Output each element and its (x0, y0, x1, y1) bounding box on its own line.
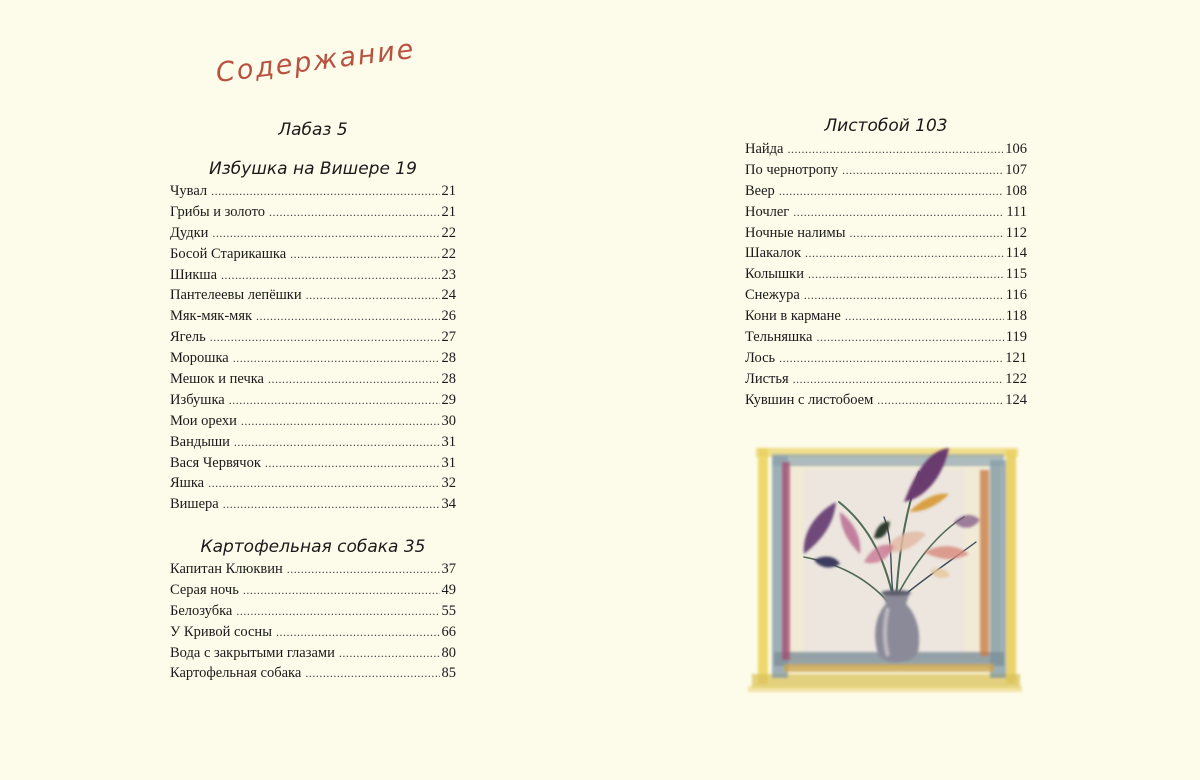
toc-entry[interactable] (745, 204, 1027, 225)
toc-entry-title: Дудки (170, 224, 209, 241)
toc-entry-page: 66 (441, 623, 456, 640)
toc-entry-page: 22 (441, 245, 456, 262)
toc-entry-page: 28 (441, 371, 456, 388)
toc-entry-page: 122 (1005, 370, 1027, 387)
toc-entry[interactable] (170, 287, 456, 308)
toc-entry-title: Мешок и печка (170, 371, 264, 388)
toc-entry-title: Вода с закрытыми глазами (170, 644, 335, 661)
toc-entry-title: Пантелеевы лепёшки (170, 287, 302, 304)
toc-entry-page: 49 (441, 581, 456, 598)
toc-entry-page: 119 (1005, 329, 1027, 346)
toc-dot-leader (236, 603, 439, 620)
toc-entry-page: 31 (441, 433, 456, 450)
toc-entry-page: 28 (441, 350, 456, 367)
toc-entry-title: Кони в кармане (745, 308, 841, 325)
toc-dot-leader (779, 183, 1003, 200)
toc-entry-page: 108 (1005, 182, 1027, 199)
toc-entry-page: 107 (1005, 161, 1027, 178)
toc-list-izbushka (170, 183, 456, 517)
toc-entry[interactable] (170, 246, 456, 267)
toc-list-listoboy (745, 141, 1027, 413)
toc-entry[interactable] (170, 496, 456, 517)
toc-dot-leader (877, 392, 1003, 409)
toc-entry-page: 80 (441, 644, 456, 661)
toc-entry-page: 112 (1005, 224, 1027, 241)
toc-dot-leader (808, 266, 1004, 283)
toc-entry[interactable] (745, 392, 1027, 413)
toc-dot-leader (276, 624, 440, 641)
toc-entry[interactable] (745, 183, 1027, 204)
toc-dot-leader (241, 413, 440, 430)
toc-dot-leader (269, 204, 439, 221)
toc-entry[interactable] (170, 624, 456, 645)
toc-entry-title: Листья (745, 370, 789, 387)
toc-entry-title: Ночлег (745, 203, 790, 220)
toc-entry-page: 115 (1005, 266, 1027, 283)
toc-entry-page: 55 (441, 602, 456, 619)
toc-dot-leader (787, 141, 1003, 158)
toc-entry-title: У Кривой сосны (170, 623, 272, 640)
page-title: Содержание (214, 33, 417, 89)
toc-entry-page: 114 (1005, 245, 1027, 262)
toc-entry[interactable] (170, 225, 456, 246)
toc-entry-title: Ягель (170, 329, 206, 346)
toc-entry-page: 29 (441, 391, 456, 408)
toc-entry-title: Ночные налимы (745, 224, 846, 241)
section-title-listoboy[interactable]: Листобой 103 (824, 116, 948, 136)
toc-entry-title: Вандыши (170, 433, 230, 450)
toc-entry[interactable] (170, 475, 456, 496)
toc-entry-page: 21 (441, 183, 456, 199)
toc-entry[interactable] (745, 329, 1027, 350)
toc-entry-title: Мои орехи (170, 412, 237, 429)
section-title-izbushka[interactable]: Избушка на Вишере 19 (209, 159, 417, 179)
toc-entry-page: 34 (441, 496, 456, 513)
toc-entry-page: 124 (1005, 391, 1027, 408)
toc-entry-title: Лось (745, 349, 776, 366)
toc-entry-page: 23 (441, 266, 456, 283)
toc-entry[interactable] (170, 665, 456, 686)
toc-entry-title: Шикша (170, 266, 218, 283)
toc-entry[interactable] (170, 183, 456, 204)
toc-dot-leader (208, 475, 439, 492)
toc-dot-leader (793, 204, 1004, 221)
toc-entry[interactable] (745, 350, 1027, 371)
toc-entry[interactable] (170, 603, 456, 624)
toc-entry-page: 27 (441, 329, 456, 346)
toc-dot-leader (842, 162, 1003, 179)
toc-dot-leader (287, 561, 440, 578)
toc-entry[interactable] (745, 141, 1027, 162)
toc-entry[interactable] (170, 392, 456, 413)
toc-entry-page: 22 (441, 224, 456, 241)
toc-dot-leader (212, 225, 439, 242)
toc-entry[interactable] (170, 204, 456, 225)
section-title-kartofelnaya[interactable]: Картофельная собака 35 (200, 537, 426, 557)
vase-with-leaves-watercolor-icon (744, 442, 1026, 705)
toc-entry[interactable] (745, 245, 1027, 266)
toc-dot-leader (243, 582, 440, 599)
toc-entry[interactable] (745, 308, 1027, 329)
toc-dot-leader (793, 371, 1004, 388)
toc-entry-title: Морошка (170, 350, 229, 367)
toc-entry-title: Колышки (745, 266, 804, 283)
toc-entry-title: Картофельная собака (170, 665, 302, 682)
toc-entry-title: Яшка (170, 475, 205, 492)
toc-entry-page: 111 (1006, 203, 1027, 220)
toc-entry-page: 31 (441, 454, 456, 471)
toc-entry[interactable] (170, 434, 456, 455)
toc-entry-page: 32 (441, 475, 456, 492)
toc-dot-leader (305, 665, 439, 682)
toc-dot-leader (233, 350, 440, 367)
toc-dot-leader (845, 308, 1004, 325)
toc-entry-page: 121 (1005, 349, 1027, 366)
toc-dot-leader (229, 392, 440, 409)
toc-entry-title: Мяк-мяк-мяк (170, 308, 253, 325)
section-title-labaz[interactable]: Лабаз 5 (278, 120, 348, 140)
toc-entry[interactable] (170, 455, 456, 476)
toc-entry-title: Снежура (745, 287, 800, 304)
toc-dot-leader (256, 308, 439, 325)
toc-entry-title: Найда (745, 141, 784, 157)
toc-dot-leader (211, 183, 439, 200)
toc-entry[interactable] (170, 582, 456, 603)
toc-dot-leader (290, 246, 439, 263)
toc-dot-leader (805, 245, 1004, 262)
toc-entry[interactable] (170, 350, 456, 371)
toc-entry[interactable] (745, 371, 1027, 392)
toc-entry[interactable] (745, 225, 1027, 246)
toc-entry-title: Вишера (170, 496, 219, 513)
toc-entry-page: 30 (441, 412, 456, 429)
toc-entry[interactable] (170, 371, 456, 392)
toc-entry-title: Вася Червячок (170, 454, 261, 471)
toc-entry[interactable] (170, 645, 456, 666)
toc-dot-leader (221, 267, 439, 284)
toc-dot-leader (816, 329, 1003, 346)
toc-entry-title: Избушка (170, 391, 225, 408)
toc-dot-leader (265, 455, 440, 472)
toc-dot-leader (849, 225, 1003, 242)
toc-entry[interactable] (745, 162, 1027, 183)
toc-entry-page: 24 (441, 287, 456, 304)
toc-dot-leader (234, 434, 440, 451)
toc-entry-title: Серая ночь (170, 581, 239, 598)
toc-entry-page: 37 (441, 561, 456, 577)
toc-list-kartofelnaya (170, 561, 456, 686)
toc-entry-title: Белозубка (170, 602, 233, 619)
toc-entry-title: По чернотропу (745, 161, 839, 178)
toc-entry-page: 26 (441, 308, 456, 325)
toc-dot-leader (306, 287, 440, 304)
toc-entry-title: Веер (745, 182, 775, 199)
toc-entry-title: Грибы и золото (170, 203, 266, 220)
toc-entry[interactable] (170, 413, 456, 434)
toc-dot-leader (339, 645, 440, 662)
toc-entry-page: 21 (441, 203, 456, 220)
toc-entry[interactable] (170, 561, 456, 582)
toc-dot-leader (268, 371, 440, 388)
toc-dot-leader (779, 350, 1003, 367)
toc-entry-page: 116 (1005, 287, 1027, 304)
toc-entry-page: 118 (1005, 308, 1027, 325)
toc-entry[interactable] (170, 267, 456, 288)
toc-entry-page: 85 (441, 665, 456, 682)
toc-entry-title: Тельняшка (745, 329, 813, 346)
toc-entry-title: Чувал (170, 183, 208, 199)
toc-dot-leader (210, 329, 440, 346)
toc-dot-leader (223, 496, 440, 513)
toc-entry[interactable] (745, 287, 1027, 308)
toc-entry-title: Босой Старикашка (170, 245, 287, 262)
toc-dot-leader (804, 287, 1004, 304)
toc-entry-title: Шакалок (745, 245, 801, 262)
toc-entry-page: 106 (1005, 141, 1027, 157)
toc-entry[interactable] (745, 266, 1027, 287)
toc-entry[interactable] (170, 308, 456, 329)
toc-entry[interactable] (170, 329, 456, 350)
toc-entry-title: Кувшин с листобоем (745, 391, 874, 408)
toc-entry-title: Капитан Клюквин (170, 561, 283, 577)
